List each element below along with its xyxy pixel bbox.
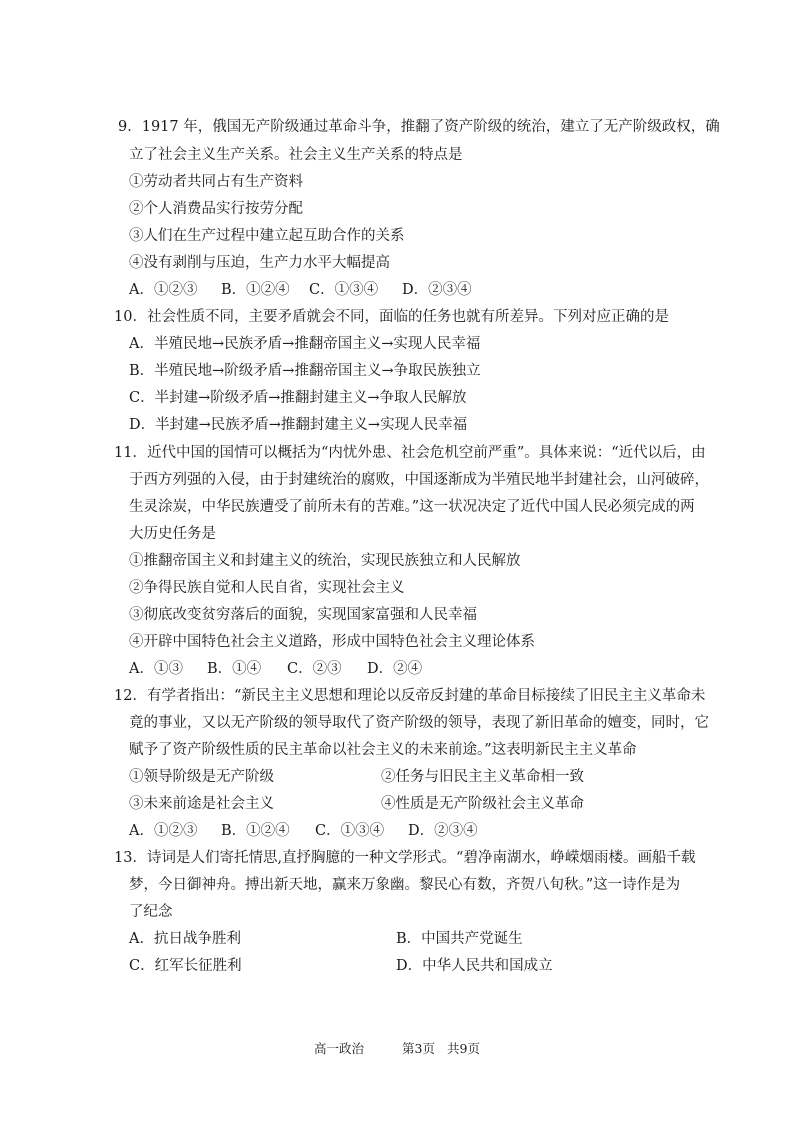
option-d: D．②④ xyxy=(367,661,423,677)
answer-options xyxy=(129,821,478,841)
question-stem: 了纪念 xyxy=(129,904,173,920)
option-b: B．①②④ xyxy=(221,823,290,839)
question-stem: 梦，今日御神舟。搏出新天地，赢来万象幽。黎民心有数，齐贺八旬秋。”这一诗作是为 xyxy=(129,877,681,893)
statement-item: ④没有剥削与压迫，生产力水平大幅提高 xyxy=(129,255,390,271)
question-stem: 于西方列强的入侵，由于封建统治的腐败，中国逐渐成为半殖民地半封建社会，山河破碎， xyxy=(129,472,709,488)
statement-item: ①推翻帝国主义和封建主义的统治，实现民族独立和人民解放 xyxy=(129,553,521,569)
statement-item: ①劳动者共同占有生产资料 xyxy=(129,174,303,190)
statement-item: ④开辟中国特色社会主义道路，形成中国特色社会主义理论体系 xyxy=(129,634,535,650)
question-stem: 11．近代中国的国情可以概括为“内忧外患、社会危机空前严重”。具体来说：“近代以后，由 xyxy=(114,445,706,461)
footer-subject: 高一政治 xyxy=(314,1041,365,1056)
option-c: C．红军长征胜利 xyxy=(129,958,242,974)
page-footer xyxy=(0,1040,794,1058)
footer-page-number: 第3页 xyxy=(402,1041,435,1056)
option-b: B．①④ xyxy=(207,661,262,677)
footer-total-pages: 共9页 xyxy=(447,1041,480,1056)
option-d: D．②③④ xyxy=(402,282,472,298)
option-a: A．①②③ xyxy=(129,823,198,839)
question-stem: 竟的事业，又以无产阶级的领导取代了资产阶级的领导，表现了新旧革命的嬗变，同时，它 xyxy=(129,715,709,731)
statement-item: ③未来前途是社会主义 xyxy=(129,796,274,812)
statement-item: ④性质是无产阶级社会主义革命 xyxy=(381,796,584,812)
statement-item: ②个人消费品实行按劳分配 xyxy=(129,201,303,217)
question-stem: 10．社会性质不同，主要矛盾就会不同，面临的任务也就有所差异。下列对应正确的是 xyxy=(114,309,669,325)
answer-options xyxy=(129,280,472,300)
option-a: A．①③ xyxy=(129,661,183,677)
option-b: B．半殖民地→阶级矛盾→推翻帝国主义→争取民族独立 xyxy=(129,363,481,379)
option-c: C．②③ xyxy=(287,661,342,677)
question-stem: 赋予了资产阶级性质的民主革命以社会主义的未来前途。”这表明新民主主义革命 xyxy=(129,742,637,758)
statement-item: ①领导阶级是无产阶级 xyxy=(129,769,274,785)
statement-item: ③人们在生产过程中建立起互助合作的关系 xyxy=(129,228,405,244)
option-c: C．①③④ xyxy=(309,282,379,298)
option-a: A．抗日战争胜利 xyxy=(129,931,241,947)
statement-item: ②任务与旧民主主义革命相一致 xyxy=(381,769,584,785)
question-stem: 大历史任务是 xyxy=(129,526,216,542)
question-stem: 13．诗词是人们寄托情思,直抒胸臆的一种文学形式。“碧净南湖水，峥嵘烟雨楼。画船千载 xyxy=(114,850,696,866)
option-c: C．①③④ xyxy=(315,823,385,839)
option-d: D．②③④ xyxy=(408,823,478,839)
option-c: C．半封建→阶级矛盾→推翻封建主义→争取人民解放 xyxy=(129,390,467,406)
option-d: D．中华人民共和国成立 xyxy=(396,958,553,974)
statement-item: ③彻底改变贫穷落后的面貌，实现国家富强和人民幸福 xyxy=(129,607,477,623)
question-stem: 立了社会主义生产关系。社会主义生产关系的特点是 xyxy=(129,147,463,163)
question-stem: 12．有学者指出：“新民主主义思想和理论以反帝反封建的革命目标接续了旧民主主义革命未 xyxy=(114,688,706,704)
option-a: A．①②③ xyxy=(129,282,198,298)
question-stem: 9．1917 年，俄国无产阶级通过革命斗争，推翻了资产阶级的统治，建立了无产阶级政权，确 xyxy=(118,119,720,135)
option-d: D．半封建→民族矛盾→推翻封建主义→实现人民幸福 xyxy=(129,417,468,433)
option-b: B．①②④ xyxy=(221,282,290,298)
answer-options xyxy=(129,659,422,679)
option-a: A．半殖民地→民族矛盾→推翻帝国主义→实现人民幸福 xyxy=(129,336,481,352)
option-b: B．中国共产党诞生 xyxy=(396,931,523,947)
question-stem: 生灵涂炭，中华民族遭受了前所未有的苦难。”这一状况决定了近代中国人民必须完成的两 xyxy=(129,499,695,515)
statement-item: ②争得民族自觉和人民自省，实现社会主义 xyxy=(129,580,405,596)
